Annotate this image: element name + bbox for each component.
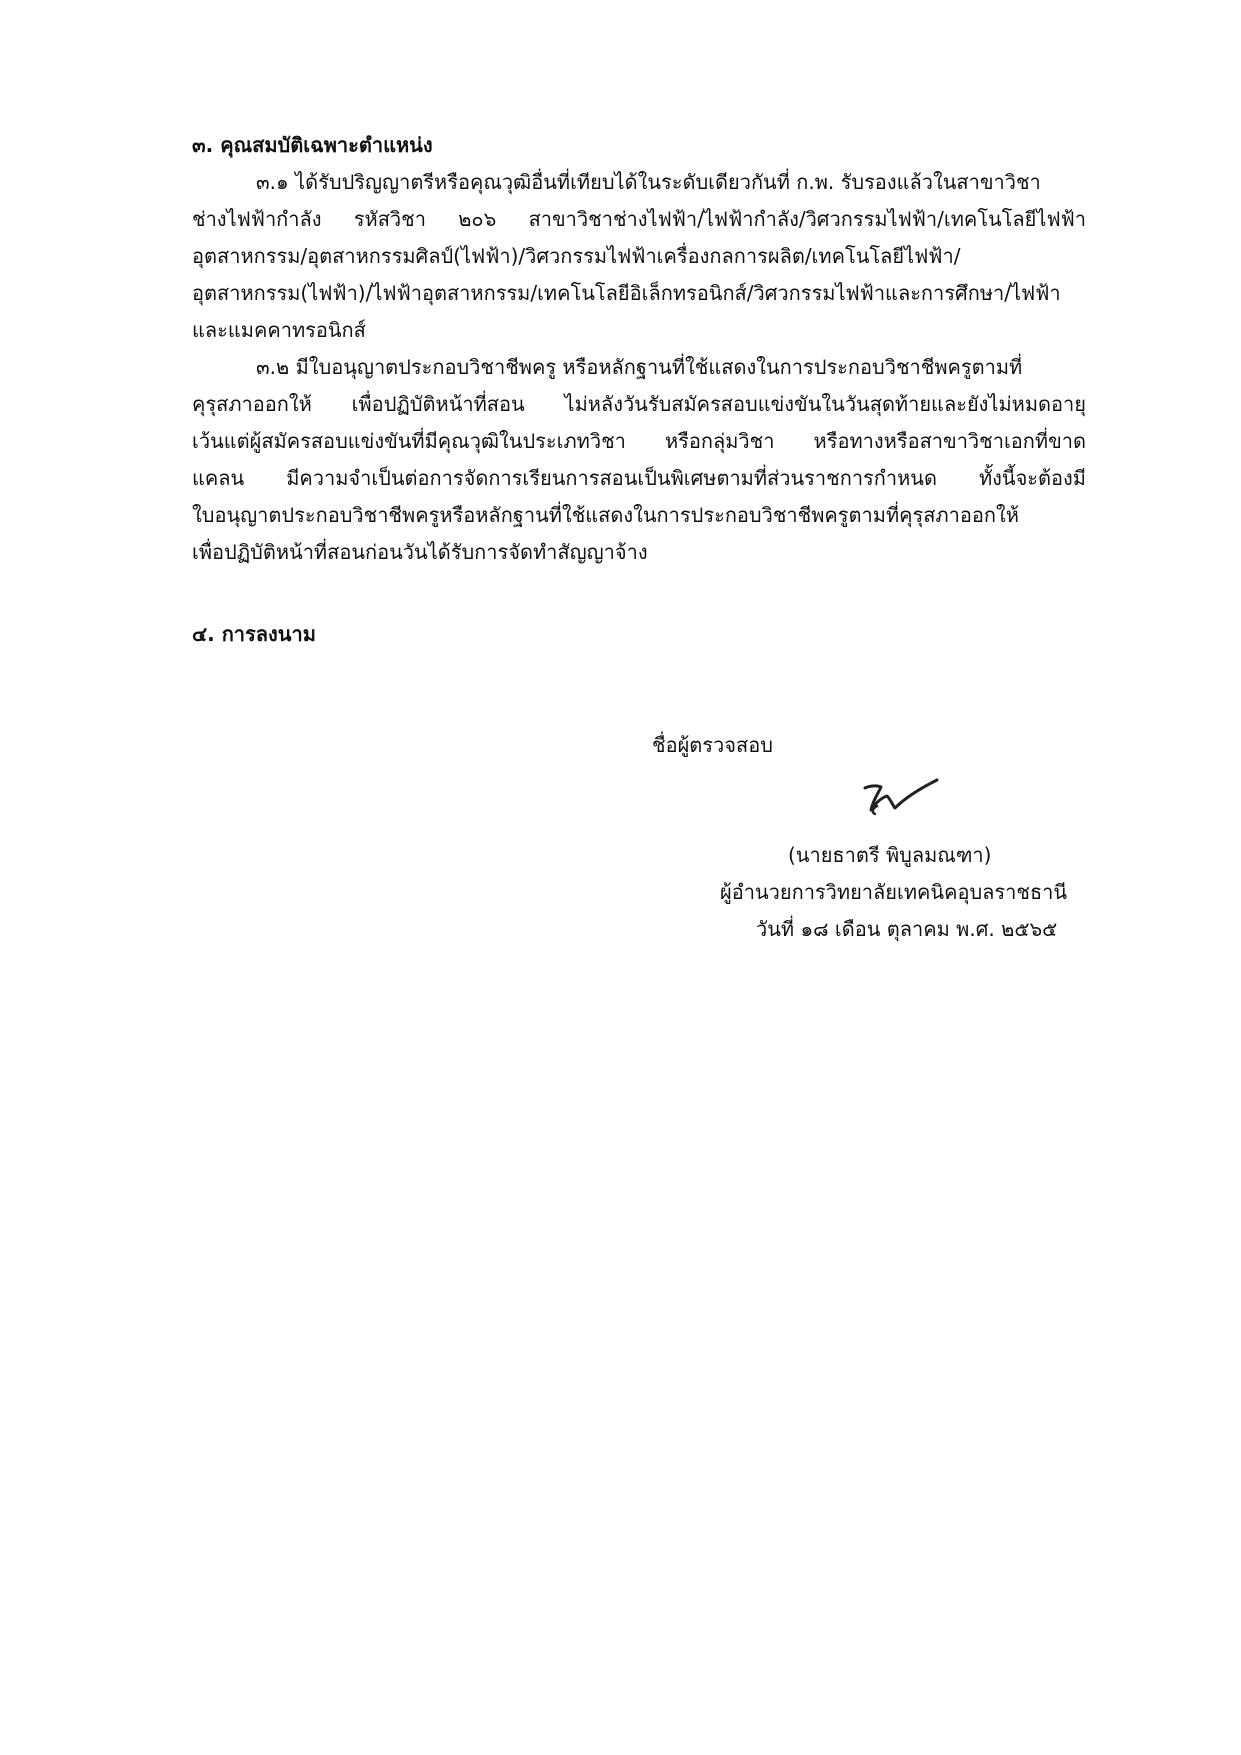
signer-position: ผู้อำนวยการวิทยาลัยเทคนิคอุบลราชธานี	[720, 880, 1068, 904]
p31-line-3: อุตสาหกรรม/อุตสาหกรรมศิลป์(ไฟฟ้า)/วิศวกรรมไฟฟ้าเครื่องกลการผลิต/เทคโนโลยีไฟฟ้า/	[192, 244, 961, 268]
section-3-heading: ๓. คุณสมบัติเฉพาะตำแหน่ง	[192, 133, 433, 157]
p31-line-4: อุตสาหกรรม(ไฟฟ้า)/ไฟฟ้าอุตสาหกรรม/เทคโนโลยีอิเล็กทรอนิกส์/วิศวกรรมไฟฟ้าและการศึกษา/ไฟฟ้า	[192, 281, 1061, 305]
p32-line-5: ใบอนุญาตประกอบวิชาชีพครูหรือหลักฐานที่ใช้แสดงในการประกอบวิชาชีพครูตามที่คุรุสภาออกให้	[192, 503, 1019, 527]
p31-line-5: และแมคคาทรอนิกส์	[192, 318, 366, 342]
signer-name: (นายธาตรี พิบูลมณฑา)	[788, 843, 992, 867]
handwritten-signature-mark	[855, 770, 945, 820]
p32-line-3: เว้นแต่ผู้สมัครสอบแข่งขันที่มีคุณวุฒิในประเภทวิชา หรือกลุ่มวิชา หรือทางหรือสาขาวิชาเอกที่ขาด	[192, 429, 1086, 453]
p32-line-6: เพื่อปฏิบัติหน้าที่สอนก่อนวันได้รับการจัดทำสัญญาจ้าง	[192, 540, 648, 564]
p32-line-2: คุรุสภาออกให้ เพื่อปฏิบัติหน้าที่สอน ไม่หลังวันรับสมัครสอบแข่งขันในวันสุดท้ายและยังไม่หมดอายุ	[192, 392, 1086, 416]
signature-date: วันที่ ๑๘ เดือน ตุลาคม พ.ศ. ๒๕๖๕	[756, 917, 1058, 941]
inspector-label: ชื่อผู้ตรวจสอบ	[652, 733, 773, 757]
p32-line-1: ๓.๒ มีใบอนุญาตประกอบวิชาชีพครู หรือหลักฐานที่ใช้แสดงในการประกอบวิชาชีพครูตามที่	[256, 355, 1023, 379]
p31-line-1: ๓.๑ ได้รับปริญญาตรีหรือคุณวุฒิอื่นที่เทียบได้ในระดับเดียวกันที่ ก.พ. รับรองแล้วในสาขาวิชา	[256, 170, 1041, 194]
p32-line-4: แคลน มีความจำเป็นต่อการจัดการเรียนการสอนเป็นพิเศษตามที่ส่วนราชการกำหนด ทั้งนี้จะต้องมี	[192, 466, 1086, 490]
p31-line-2: ช่างไฟฟ้ากำลัง รหัสวิชา ๒๐๖ สาขาวิชาช่างไฟฟ้า/ไฟฟ้ากำลัง/วิศวกรรมไฟฟ้า/เทคโนโลยีไฟฟ้า	[192, 207, 1086, 231]
section-4-heading: ๔. การลงนาม	[192, 622, 316, 646]
